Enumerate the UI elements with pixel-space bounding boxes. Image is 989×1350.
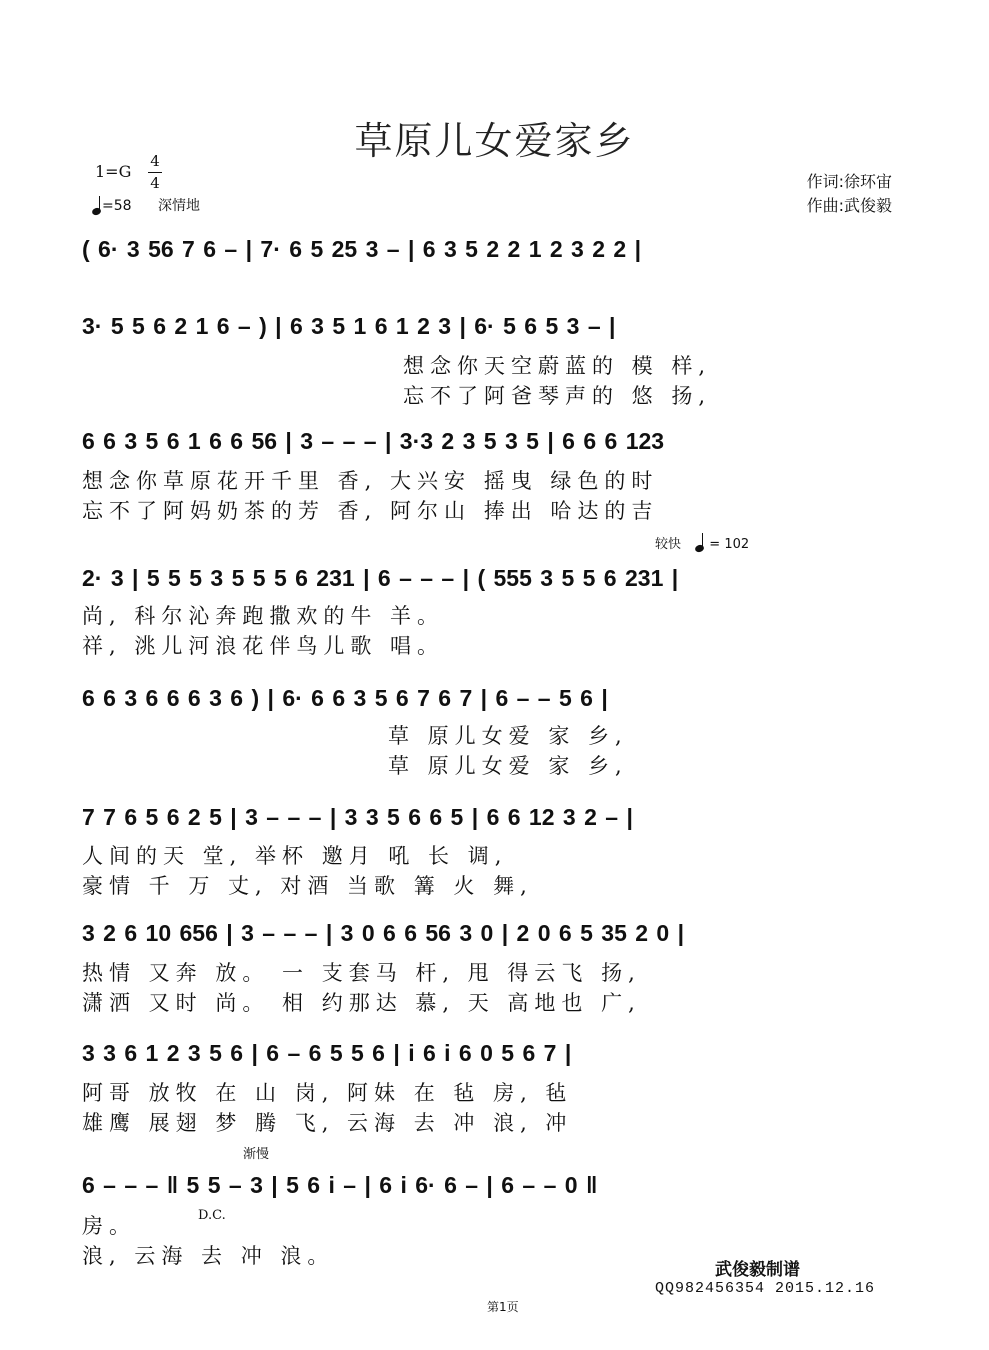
notation: 3 2 6 10 656 | 3 – – – | 3 0 6 6 56 3 0 | 2 0 6 5 35 2 0 | <box>82 920 685 946</box>
notation: 2· 3 | 5 5 5 3 5 5 5 6 231 | 6 – – – | ( 555 3 5 5 6 231 | <box>82 565 679 591</box>
lyric-verse-1: 尚, 科尔沁奔跑撒欢的牛 羊。 <box>82 604 445 628</box>
lyric-verse-2: 忘不了阿爸琴声的 悠 扬, <box>403 384 712 408</box>
lyric-verse-1: 想念你天空蔚蓝的 模 样, <box>403 354 712 378</box>
lyric-verse-2: 草 原儿女爱 家 乡, <box>388 754 628 778</box>
quarter-note-icon <box>695 534 705 552</box>
notation: 6 – – – ‖ 5 5 – 3 | 5 6 i – | 6 i 6· 6 – | 6 – – 0 ‖ <box>82 1172 598 1198</box>
tempo-value: = 102 <box>709 537 750 552</box>
lyric-verse-2: 豪情 千 万 丈, 对酒 当歌 篝 火 舞, <box>82 874 533 898</box>
lyric-verse-2: 潇洒 又时 尚。 相 约那达 慕, 天 高地也 广, <box>82 991 641 1015</box>
lyric-verse-1: 房。 <box>82 1214 136 1238</box>
score-line-6 <box>82 804 908 844</box>
notation: ( 6· 3 56 7 6 – | 7· 6 5 25 3 – | 6 3 5 2 2 1 2 3 2 2 | <box>82 236 642 262</box>
composer: 作曲:武俊毅 <box>806 196 892 215</box>
expression-marking: 较快 <box>655 537 682 552</box>
lyric-verse-1: 想念你草原花开千里 香, 大兴安 摇曳 绿色的时 <box>82 469 659 493</box>
tempo-marking <box>92 195 200 215</box>
transcriber-credit: 武俊毅制谱 <box>715 1260 800 1280</box>
score-line-2 <box>82 313 908 353</box>
notation: 3 3 6 1 2 3 5 6 | 6 – 6 5 5 6 | i 6 i 6 0 5 6 7 | <box>82 1040 572 1066</box>
score-line-8 <box>82 1040 908 1080</box>
tempo-change <box>655 533 749 552</box>
lyric-verse-2: 祥, 洮儿河浪花伴鸟儿歌 唱。 <box>82 634 445 658</box>
score-line-7 <box>82 920 908 960</box>
page-number: 第1页 <box>487 1300 519 1314</box>
song-title: 草原儿女爱家乡 <box>354 119 635 163</box>
score-line-3 <box>82 428 908 468</box>
notation: 3· 5 5 6 2 1 6 – ) | 6 3 5 1 6 1 2 3 | 6· 5 6 5 3 – | <box>82 313 616 339</box>
key-signature: 1=G <box>95 162 132 181</box>
dc-marking: D.C. <box>198 1208 226 1223</box>
notation: 6 6 3 6 6 6 3 6 ) | 6· 6 6 3 5 6 7 6 7 | 6 – – 5 6 | <box>82 685 608 711</box>
lyric-verse-1: 热情 又奔 放。 一 支套马 杆, 甩 得云飞 扬, <box>82 961 641 985</box>
lyricist: 作词:徐环宙 <box>806 172 892 191</box>
score-line-9 <box>82 1172 908 1212</box>
lyric-verse-1: 人间的天 堂, 举杯 邀月 吼 长 调, <box>82 844 508 868</box>
tempo-value: =58 <box>102 198 132 214</box>
expression-marking: 深情地 <box>158 198 200 214</box>
score-line-5 <box>82 685 908 725</box>
time-signature <box>148 152 162 193</box>
lyric-verse-2: 浪, 云海 去 冲 浪。 <box>82 1244 335 1268</box>
ritardando-marking: 渐慢 <box>243 1147 270 1162</box>
time-signature-top: 4 <box>150 152 160 170</box>
time-signature-bottom: 4 <box>150 174 160 192</box>
lyric-verse-1: 阿哥 放牧 在 山 岗, 阿妹 在 毡 房, 毡 <box>82 1081 573 1105</box>
quarter-note-icon <box>92 197 102 215</box>
lyric-verse-2: 雄鹰 展翅 梦 腾 飞, 云海 去 冲 浪, 冲 <box>82 1111 573 1135</box>
score-line-4 <box>82 565 908 605</box>
credits <box>807 170 892 218</box>
contact-and-date: QQ982456354 2015.12.16 <box>655 1280 876 1297</box>
lyric-verse-2: 忘不了阿妈奶茶的芳 香, 阿尔山 捧出 哈达的吉 <box>82 499 659 523</box>
lyric-verse-1: 草 原儿女爱 家 乡, <box>388 724 628 748</box>
score-line-1 <box>82 236 908 276</box>
notation: 6 6 3 5 6 1 6 6 56 | 3 – – – | 3·3 2 3 5 3 5 | 6 6 6 123 <box>82 428 665 454</box>
notation: 7 7 6 5 6 2 5 | 3 – – – | 3 3 5 6 6 5 | 6 6 12 3 2 – | <box>82 804 633 830</box>
